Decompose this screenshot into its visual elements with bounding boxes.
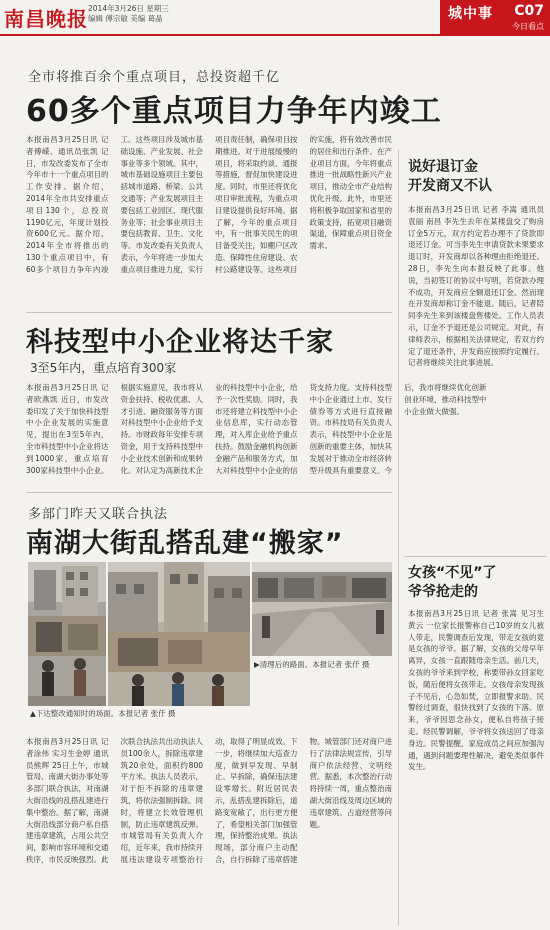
article-1-kicker: 全市将推百余个重点项目，总投资超千亿 bbox=[28, 70, 281, 85]
divider bbox=[26, 492, 392, 493]
article-3-title: 南湖大街乱搭乱建“搬家” bbox=[26, 528, 344, 559]
sidebar-1-body: 本报南昌3月25日讯 记者 李嵩 通讯员 袁丽 南昌 李先生去年在某楼盘交了购房订金5万元，双方约定若办理不了贷款即退还订金。可当李先生申请贷款未果要求退订时，开发商却以各种理由拒绝退还。28日，李先生向本报反映了此事。他说，当初签订的协议中写明，若贷款办理不成功，开发商应全额退还订金。然而现在开发商却称订金不能退。随后，记者陪同李先生来到该楼盘售楼处。工作人员表示，订金不予退还是公司规定。对此，有律师表示，根据相关法律规定，若双方约定了退还条件，开发商应按照约定履行。记者将继续关注此事进展。 bbox=[408, 205, 544, 368]
article-1-title: 60多个重点项目力争年内竣工 bbox=[26, 94, 442, 129]
divider bbox=[26, 312, 392, 313]
sidebar-2-title-line-1: 女孩“不见”了 bbox=[408, 565, 497, 581]
section-subtitle: 今日看点 bbox=[512, 22, 544, 31]
sidebar-2-body: 本报南昌3月25日讯 记者 张嵩 见习生 黄云 一位家长报警称自己10岁的女儿被人带走，民警调查后发现，带走女孩的竟是女孩的爷爷。据了解，女孩的父母早年离异，女孩一直跟随母亲生活。前几天，女孩的爷爷来到学校，称要带孙女回家吃饭，随后便将女孩带走。女孩母亲发现孩子不见后，心急如焚，立即报警求助。民警经过调查，很快找到了女孩的下落。原来，爷爷因思念孙女，便私自将孩子接走。经民警调解，爷爷将女孩送回了母亲身边。民警提醒，家庭成员之间应加强沟通，遇到问题要理性解决，避免类似事件发生。 bbox=[408, 609, 544, 772]
newspaper-masthead: 南昌晚报 bbox=[4, 7, 88, 31]
sidebar-2-title-line-2: 爷爷抢走的 bbox=[408, 584, 478, 600]
issue-editors: 编辑 傅宗敏 美编 葛晶 bbox=[88, 14, 163, 23]
section-tag bbox=[440, 0, 550, 34]
issue-info bbox=[88, 4, 169, 24]
divider bbox=[404, 556, 546, 557]
page-number: C07 bbox=[514, 3, 544, 19]
photo-caption: ▶清理后的路面。本报记者 张仟 摄 bbox=[254, 660, 370, 669]
page-header bbox=[0, 0, 550, 36]
article-1-body: 本报南昌3月25日讯 记者傅嵘、通讯员张凯 记日，市发改委发布了全市今年市十一个重点项目的工作安排。据介绍，2014年全市共安排重点项目130个，总投资1190亿元，年度计划投资600亿元。据介绍，2014年全市将推出的130个重点项目中，有60多个项目力争年内竣工。这些项目涉及城市基础设施、产业发展、社会事业等多个领域。其中，城市基础设施项目主要包括城市道路、桥梁、公共交通等；产业发展项目主要包括工业园区、现代服务业等；社会事业项目主要包括教育、卫生、文化等。市发改委有关负责人表示，今年将进一步加大重点项目推进力度，实行项目责任制，确保项目按期推进。对于进展缓慢的项目，将采取约谈、通报等措施，督促加快建设进度。同时，市里还将优化项目审批流程，为重点项目建设提供良好环境。据了解，今年的重点项目中，有一批事关民生的项目备受关注，如棚户区改造、保障性住房建设、农村公路建设等。这些项目的实施，将有效改善市民的居住和出行条件。在产业项目方面，今年将重点推进一批战略性新兴产业项目，推动全市产业结构优化升级。此外，市里还将积极争取国家和省里的政策支持，拓宽项目融资渠道，保障重点项目资金需求。 bbox=[26, 135, 392, 274]
photo-caption: ▲下达整改通知时的场面。本报记者 张仟 摄 bbox=[30, 709, 176, 718]
photo-2 bbox=[108, 562, 250, 706]
sidebar-1-title-line-1: 说好退订金 bbox=[408, 159, 478, 175]
column-divider bbox=[398, 150, 399, 926]
article-3-kicker: 多部门昨天又联合执法 bbox=[28, 507, 169, 522]
article-3-body: 本报南昌3月25日讯 记者涂伟 实习生金婷 通讯员熊辉 25日上午，市城管局、南湖大街办事处等多部门联合执法，对南湖大街沿线的乱搭乱建进行集中整治。据了解，南湖大街沿线部分商户私自搭建违章建筑，占用公共空间，影响市容环境和交通秩序，市民反映强烈。此次联合执法共出动执法人员100余人，拆除违章建筑20余处，面积约800平方米。执法人员表示，对于拒不拆除的违章建筑，将依法强制拆除。同时，将建立长效管理机制，防止违章建筑反弹。市城管局有关负责人介绍，近年来，我市持续开展违法建设专项整治行动，取得了明显成效。下一步，将继续加大巡查力度，做到早发现、早制止、早拆除，确保违法建设零增长。附近居民表示，乱搭乱建拆除后，道路变宽敞了，出行更方便了，希望相关部门加强管理，保持整治成果。执法现场，部分商户主动配合，自行拆除了违章搭建物。城管部门还对商户进行了法律法规宣传，引导商户依法经营、文明经营。据悉，本次整治行动将持续一周，重点整治南湖大街沿线及周边区域的违章建筑、占道经营等问题。 bbox=[26, 737, 392, 864]
section-name: 城中事 bbox=[448, 6, 493, 22]
article-2-subtitle: 3至5年内，重点培育300家 bbox=[30, 361, 177, 375]
photo-3 bbox=[252, 562, 392, 656]
article-2-body: 本报南昌3月25日讯 记者欧燕凯 近日，市发改委印发了关于加快科技型中小企业发展的实施意见，提出在3至5年内，全市科技型中小企业将达到1000家，重点培育300家科技型中小企业。根据实施意见，我市将从资金扶持、税收优惠、人才引进、融资服务等方面对科技型中小企业给予支持。市财政每年安排专项资金，用于支持科技型中小企业技术创新和成果转化。对认定为高新技术企业的科技型中小企业，给予一次性奖励。同时，我市还将建立科技型中小企业信息库，实行动态管理，对入库企业给予重点扶持。鼓励金融机构创新金融产品和服务方式，加大对科技型中小企业的信贷支持力度。支持科技型中小企业通过上市、发行债券等方式进行直接融资。市科技局有关负责人表示，科技型中小企业是创新的重要主体，加快其发展对于推动全市经济转型升级具有重要意义。今后，我市将继续优化创新创业环境，推动科技型中小企业做大做强。 bbox=[26, 383, 487, 475]
sidebar-1-title-line-2: 开发商又不认 bbox=[408, 178, 492, 194]
article-2-title: 科技型中小企业将达千家 bbox=[26, 327, 334, 358]
issue-date: 2014年3月26日 星期三 bbox=[88, 4, 169, 13]
photo-1 bbox=[28, 562, 106, 706]
